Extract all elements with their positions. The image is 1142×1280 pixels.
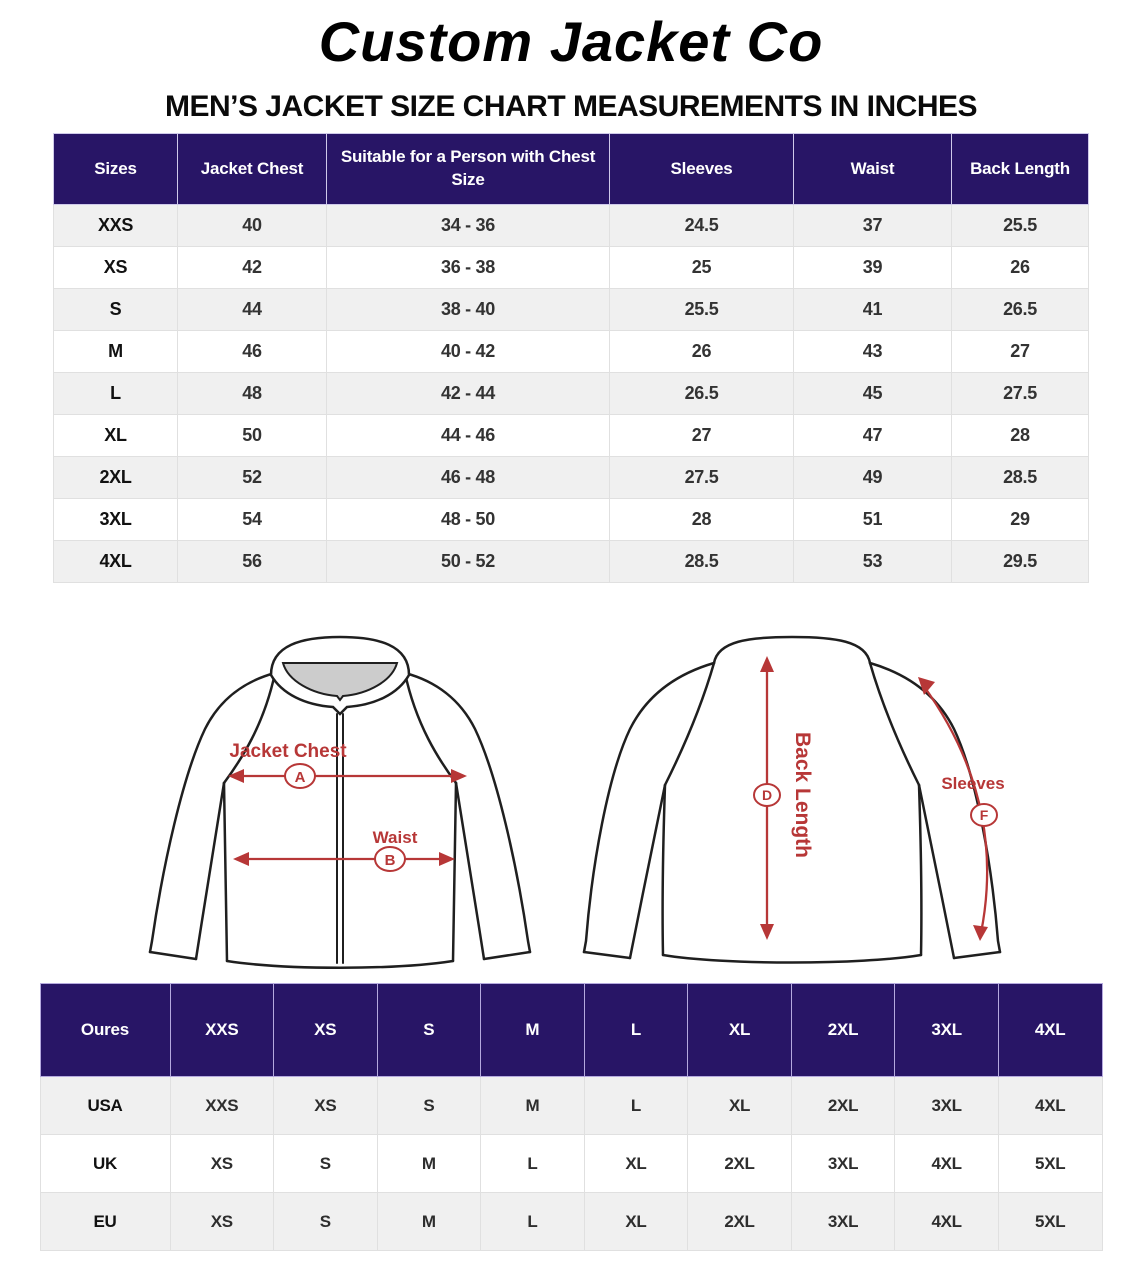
table-row — [54, 415, 1089, 457]
table-cell: 47 — [794, 415, 952, 457]
table-row — [40, 1077, 1102, 1135]
table-cell: 42 - 44 — [327, 373, 610, 415]
chest-measure-annotation — [228, 741, 467, 788]
table-cell: 38 - 40 — [327, 289, 610, 331]
table-row — [54, 205, 1089, 247]
table-cell: L — [54, 373, 178, 415]
table-cell: 28.5 — [610, 541, 794, 583]
table-cell: EU — [40, 1193, 170, 1251]
table-cell: 37 — [794, 205, 952, 247]
table-cell: M — [54, 331, 178, 373]
back-length-label: Back Length — [791, 732, 814, 859]
column-header: 4XL — [998, 984, 1102, 1077]
table-cell: 3XL — [791, 1193, 895, 1251]
table-cell: 4XL — [998, 1077, 1102, 1135]
table-cell: 52 — [178, 457, 327, 499]
table-cell: 34 - 36 — [327, 205, 610, 247]
table-cell: 36 - 38 — [327, 247, 610, 289]
table-row — [54, 247, 1089, 289]
table-cell: 28.5 — [952, 457, 1089, 499]
table-cell: 28 — [952, 415, 1089, 457]
column-header: XL — [688, 984, 792, 1077]
table-cell: 2XL — [791, 1077, 895, 1135]
table-cell: 26.5 — [610, 373, 794, 415]
table-cell: 40 — [178, 205, 327, 247]
sleeves-annotation — [918, 677, 1005, 941]
table-header-row — [54, 134, 1089, 205]
table-cell: 24.5 — [610, 205, 794, 247]
column-header: L — [584, 984, 688, 1077]
front-jacket-diagram — [125, 633, 555, 975]
back-length-letter: D — [761, 787, 773, 804]
table-cell: 2XL — [688, 1193, 792, 1251]
table-row — [40, 1135, 1102, 1193]
table-cell: 5XL — [998, 1135, 1102, 1193]
table-cell: 26 — [610, 331, 794, 373]
table-cell: XL — [688, 1077, 792, 1135]
table-cell: 42 — [178, 247, 327, 289]
table-cell: L — [584, 1077, 688, 1135]
table-row — [54, 541, 1089, 583]
size-conversion-table — [40, 983, 1103, 1251]
table-cell: 54 — [178, 499, 327, 541]
table-cell: 3XL — [54, 499, 178, 541]
table-cell: XS — [170, 1193, 274, 1251]
column-header-jacket-chest: Jacket Chest — [178, 134, 327, 205]
table-header-row — [40, 984, 1102, 1077]
table-cell: 48 — [178, 373, 327, 415]
table-cell: XXS — [54, 205, 178, 247]
table-cell: 48 - 50 — [327, 499, 610, 541]
table-cell: 5XL — [998, 1193, 1102, 1251]
table-cell: 43 — [794, 331, 952, 373]
table-row — [54, 499, 1089, 541]
table-cell: XS — [54, 247, 178, 289]
table-cell: 29.5 — [952, 541, 1089, 583]
table-cell: 27 — [952, 331, 1089, 373]
column-header-sleeves: Sleeves — [610, 134, 794, 205]
table-cell: 56 — [178, 541, 327, 583]
table-cell: M — [377, 1193, 481, 1251]
table-cell: 27 — [610, 415, 794, 457]
chart-subtitle: MEN’S JACKET SIZE CHART MEASUREMENTS IN INCHES — [164, 90, 978, 124]
table-cell: L — [481, 1193, 585, 1251]
table-cell: 2XL — [54, 457, 178, 499]
table-cell: S — [377, 1077, 481, 1135]
front-jacket-outline — [150, 637, 530, 968]
table-cell: 26.5 — [952, 289, 1089, 331]
table-cell: M — [481, 1077, 585, 1135]
table-cell: 50 - 52 — [327, 541, 610, 583]
table-cell: XS — [170, 1135, 274, 1193]
table-cell: 4XL — [54, 541, 178, 583]
table-cell: 26 — [952, 247, 1089, 289]
table-cell: 25 — [610, 247, 794, 289]
table-cell: 50 — [178, 415, 327, 457]
table-cell: XL — [584, 1135, 688, 1193]
table-cell: XL — [584, 1193, 688, 1251]
column-header: XXS — [170, 984, 274, 1077]
chest-measure-label: Jacket Chest — [229, 741, 347, 763]
table-cell: 41 — [794, 289, 952, 331]
table-cell: 27.5 — [952, 373, 1089, 415]
size-measurements-table — [53, 133, 1089, 583]
column-header: XS — [274, 984, 378, 1077]
table-row — [54, 457, 1089, 499]
table-cell: S — [274, 1135, 378, 1193]
table-cell: 40 - 42 — [327, 331, 610, 373]
column-header: 3XL — [895, 984, 999, 1077]
table-cell: L — [481, 1135, 585, 1193]
table-cell: 45 — [794, 373, 952, 415]
column-header: 2XL — [791, 984, 895, 1077]
column-header: M — [481, 984, 585, 1077]
table-cell: 39 — [794, 247, 952, 289]
brand-title: Custom Jacket Co — [318, 10, 824, 73]
waist-measure-letter: B — [384, 852, 396, 870]
table-row — [54, 331, 1089, 373]
table-cell: UK — [40, 1135, 170, 1193]
table-cell: 28 — [610, 499, 794, 541]
back-length-annotation — [754, 656, 814, 940]
table-cell: USA — [40, 1077, 170, 1135]
column-header-suitable-chest: Suitable for a Person with Chest Size — [327, 134, 610, 205]
table-row — [54, 373, 1089, 415]
column-header-back-length: Back Length — [952, 134, 1089, 205]
back-jacket-diagram — [577, 633, 1017, 975]
column-header-waist: Waist — [794, 134, 952, 205]
waist-measure-label: Waist — [372, 828, 418, 848]
table-cell: XS — [274, 1077, 378, 1135]
table-cell: XL — [54, 415, 178, 457]
table-cell: M — [377, 1135, 481, 1193]
column-header-oures: Oures — [40, 984, 170, 1077]
table-row — [40, 1193, 1102, 1251]
table-cell: 53 — [794, 541, 952, 583]
table-row — [54, 289, 1089, 331]
table-cell: 44 — [178, 289, 327, 331]
table-cell: S — [274, 1193, 378, 1251]
table-cell: 4XL — [895, 1135, 999, 1193]
table-cell: 4XL — [895, 1193, 999, 1251]
jacket-measurement-diagram — [41, 633, 1101, 975]
table-cell: 2XL — [688, 1135, 792, 1193]
table-cell: 51 — [794, 499, 952, 541]
table-cell: 46 — [178, 331, 327, 373]
chest-measure-letter: A — [294, 769, 306, 787]
table-cell: S — [54, 289, 178, 331]
table-cell: 25.5 — [610, 289, 794, 331]
table-cell: 3XL — [791, 1135, 895, 1193]
sleeves-label: Sleeves — [941, 774, 1005, 794]
table-cell: 44 - 46 — [327, 415, 610, 457]
table-cell: 29 — [952, 499, 1089, 541]
table-cell: 46 - 48 — [327, 457, 610, 499]
table-cell: 27.5 — [610, 457, 794, 499]
column-header-sizes: Sizes — [54, 134, 178, 205]
table-cell: XXS — [170, 1077, 274, 1135]
table-cell: 49 — [794, 457, 952, 499]
table-cell: 25.5 — [952, 205, 1089, 247]
column-header: S — [377, 984, 481, 1077]
table-cell: 3XL — [895, 1077, 999, 1135]
sleeves-letter: F — [979, 807, 989, 824]
